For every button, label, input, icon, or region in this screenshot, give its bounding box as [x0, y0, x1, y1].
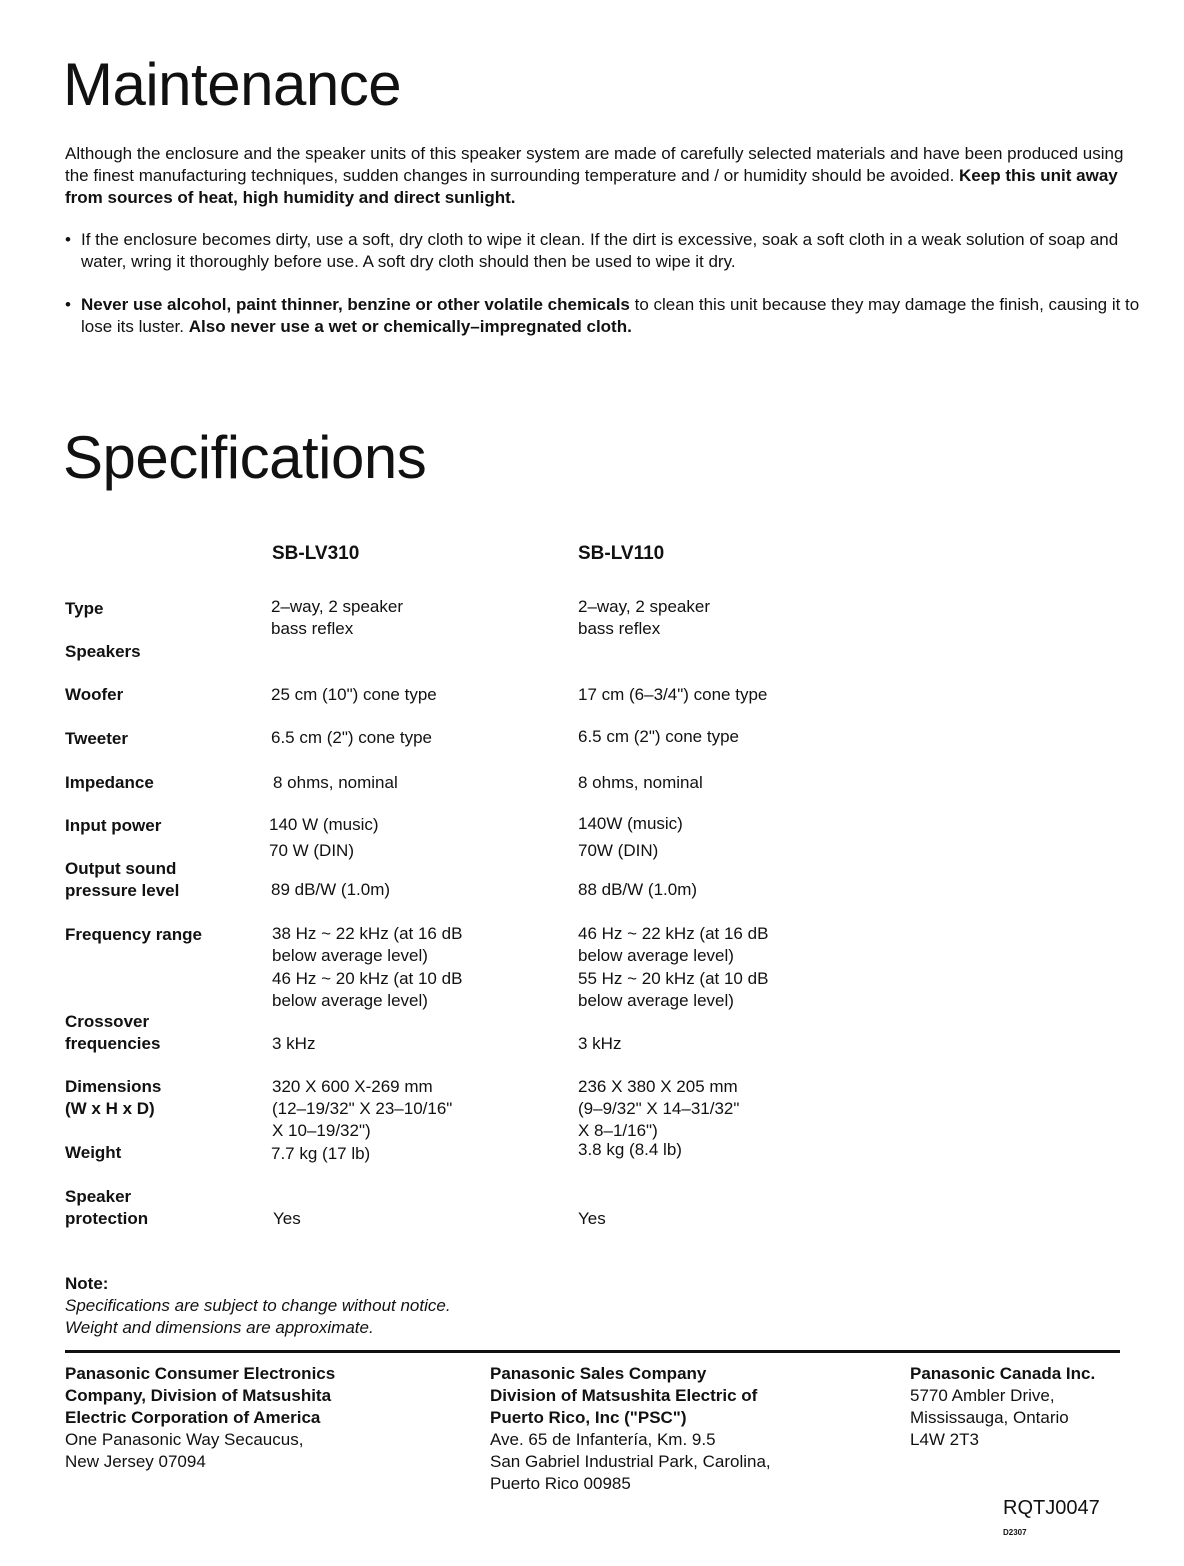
address-canada: Panasonic Canada Inc. 5770 Ambler Drive, Mississauga, Ontario L4W 2T3	[910, 1364, 1096, 1449]
spec-value-a: 7.7 kg (17 lb)	[271, 1144, 371, 1163]
spec-value-b: 3 kHz	[578, 1034, 622, 1053]
spec-label-crossover: Crossover	[65, 1012, 150, 1031]
document-code: RQTJ0047	[1003, 1497, 1100, 1519]
spec-label-dimensions: Dimensions	[65, 1077, 162, 1096]
spec-label-frequency-range: Frequency range	[65, 925, 202, 944]
address-puerto-rico: Panasonic Sales Company Division of Matsushita Electric of Puerto Rico, Inc ("PSC") Ave. 65 de Infantería, Km. 9.5 San Gabriel Industrial Park, Carolina, Puerto Rico 00985	[490, 1364, 771, 1493]
note-block: Note: Specifications are subject to change without notice. Weight and dimensions are approximate.	[65, 1274, 451, 1337]
maintenance-bullet-2: • Never use alcohol, paint thinner, benzine or other volatile chemicals to clean this unit because they may damage the finish, causing it to lose its luster. Also never use a wet or chemically–impregnated cloth.	[65, 295, 1140, 336]
spec-value-a: 3 kHz	[272, 1034, 316, 1053]
maintenance-bullet-1: • If the enclosure becomes dirty, use a soft, dry cloth to wipe it clean. If the dirt is excessive, soak a soft cloth in a weak solution of soap and water, wring it thoroughly before use. A soft dry cloth should then be used to wipe it dry.	[65, 230, 1119, 271]
model-heading-b: SB-LV110	[578, 543, 665, 564]
spec-value-a: below average level)	[272, 991, 428, 1010]
spec-label-pressure-level: pressure level	[65, 881, 180, 900]
spec-value-a: 25 cm (10") cone type	[271, 685, 437, 704]
address-usa: Panasonic Consumer Electronics Company, Division of Matsushita Electric Corporation of America One Panasonic Way Secaucus, New Jersey 07094	[65, 1364, 336, 1471]
spec-value-b: Yes	[578, 1209, 606, 1228]
model-heading-a: SB-LV310	[272, 543, 360, 564]
spec-value-b: 8 ohms, nominal	[578, 773, 703, 792]
divider	[65, 1350, 1120, 1353]
maintenance-title: Maintenance	[63, 51, 402, 118]
spec-label-input-power: Input power	[65, 816, 162, 835]
spec-value-b: 46 Hz ~ 22 kHz (at 16 dB	[578, 924, 769, 943]
spec-value-a: 38 Hz ~ 22 kHz (at 16 dB	[272, 924, 463, 943]
spec-value-b: 236 X 380 X 205 mm	[578, 1077, 738, 1096]
spec-label-weight: Weight	[65, 1143, 122, 1162]
spec-value-a: Yes	[273, 1209, 301, 1228]
spec-value-b: 6.5 cm (2") cone type	[578, 727, 739, 746]
spec-value-a: 140 W (music)	[269, 815, 379, 834]
spec-value-a: 8 ohms, nominal	[273, 773, 398, 792]
spec-label-whd: (W x H x D)	[65, 1099, 155, 1118]
spec-label-output-sound: Output sound	[65, 859, 177, 878]
spec-value-a: below average level)	[272, 946, 428, 965]
spec-label-type: Type	[65, 599, 104, 618]
spec-value-b: X 8–1/16")	[578, 1121, 658, 1140]
spec-value-b: bass reflex	[578, 619, 661, 638]
spec-value-b: 3.8 kg (8.4 lb)	[578, 1140, 682, 1159]
spec-value-b: below average level)	[578, 946, 734, 965]
spec-value-b: 88 dB/W (1.0m)	[578, 880, 698, 899]
spec-value-b: (9–9/32" X 14–31/32"	[578, 1099, 740, 1118]
spec-value-b: 55 Hz ~ 20 kHz (at 10 dB	[578, 969, 769, 988]
spec-value-b: 17 cm (6–3/4") cone type	[578, 685, 768, 704]
spec-value-a: 89 dB/W (1.0m)	[271, 880, 391, 899]
print-code: D2307	[1003, 1528, 1027, 1537]
spec-value-a: 6.5 cm (2") cone type	[271, 728, 432, 747]
spec-value-b: 70W (DIN)	[578, 841, 659, 860]
spec-value-b: 140W (music)	[578, 814, 683, 833]
spec-value-a: (12–19/32" X 23–10/16"	[272, 1099, 453, 1118]
spec-value-b: below average level)	[578, 991, 734, 1010]
spec-value-a: 320 X 600 X-269 mm	[272, 1077, 433, 1096]
spec-label-tweeter: Tweeter	[65, 729, 128, 748]
spec-value-b: 2–way, 2 speaker	[578, 597, 710, 616]
spec-label-impedance: Impedance	[65, 773, 154, 792]
spec-value-a: 46 Hz ~ 20 kHz (at 10 dB	[272, 969, 463, 988]
specifications-title: Specifications	[63, 424, 427, 491]
spec-value-a: 70 W (DIN)	[269, 841, 354, 860]
spec-label-speakers: Speakers	[65, 642, 141, 661]
spec-label-frequencies: frequencies	[65, 1034, 161, 1053]
spec-label-woofer: Woofer	[65, 685, 124, 704]
spec-value-a: bass reflex	[271, 619, 354, 638]
maintenance-intro: Although the enclosure and the speaker units of this speaker system are made of carefully selected materials and have been produced using the finest manufacturing techniques, sudden changes in surrounding temperature and / or humidity should be avoided. Keep this unit away from sources of heat, high humidity and direct sunlight.	[65, 144, 1124, 207]
spec-label-protection: protection	[65, 1209, 149, 1228]
spec-value-a: 2–way, 2 speaker	[271, 597, 403, 616]
spec-label-speaker: Speaker	[65, 1187, 132, 1206]
spec-value-a: X 10–19/32")	[272, 1121, 371, 1140]
